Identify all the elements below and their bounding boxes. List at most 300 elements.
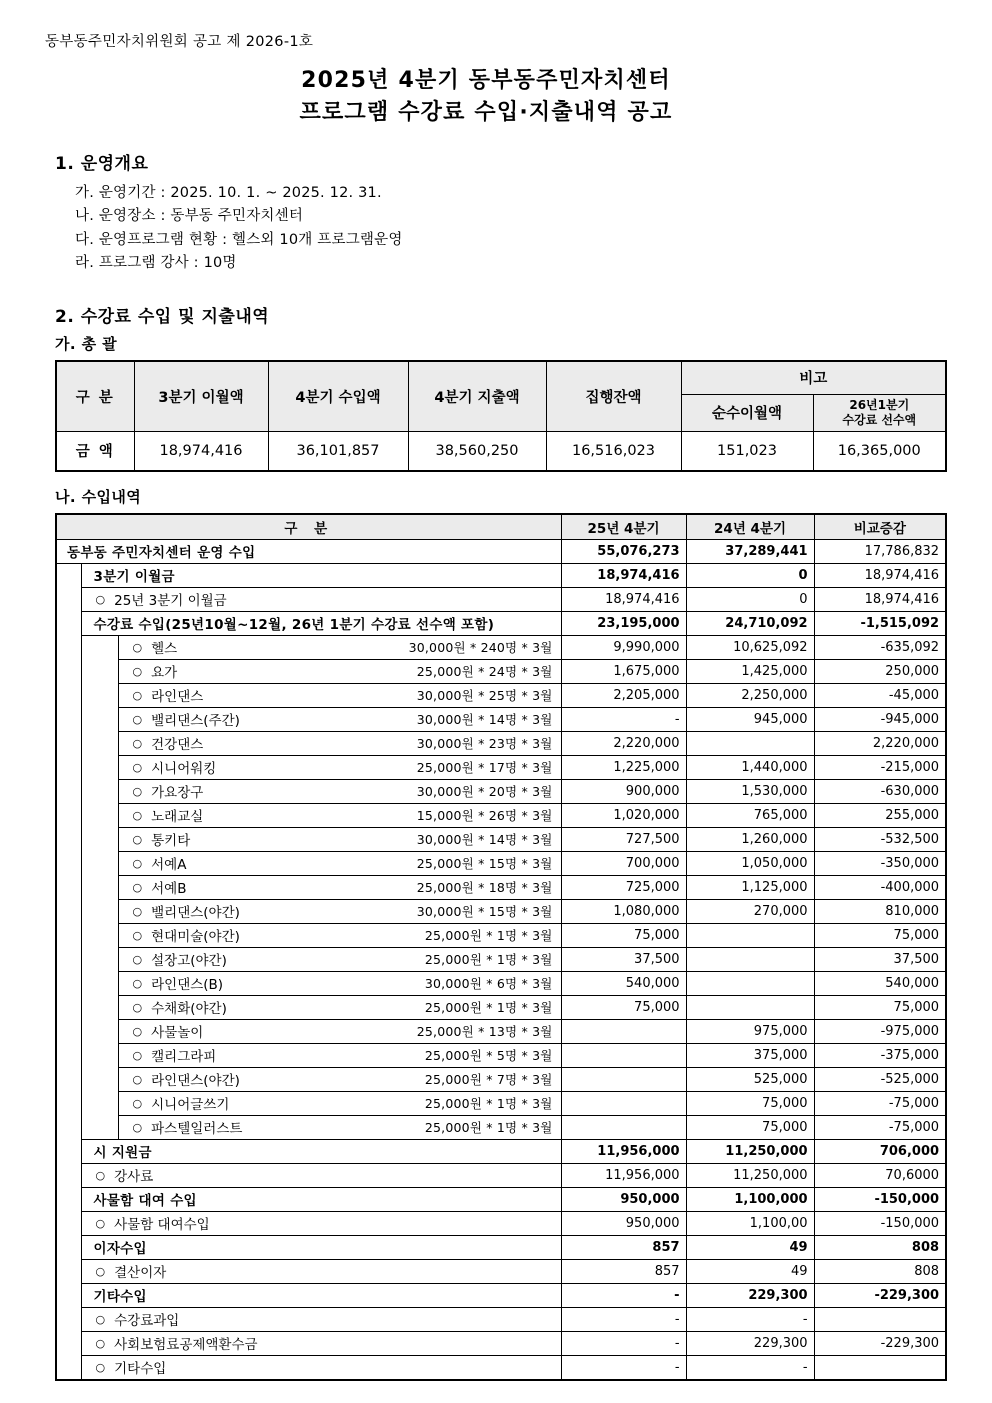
circle-bullet-icon: ○ (95, 1336, 106, 1350)
indent-gutter (81, 971, 118, 995)
row-label-wrapper (133, 756, 561, 779)
row-name-text: 밸리댄스(주간) (151, 713, 240, 730)
row-label-wrapper (133, 1020, 561, 1043)
table-row (56, 539, 946, 563)
row-label-wrapper (63, 540, 561, 563)
table-row (56, 659, 946, 683)
row-label-wrapper (133, 1092, 561, 1115)
detail-value-24q4: 1,260,000 (686, 827, 814, 851)
indent-gutter (56, 1115, 81, 1139)
row-name-text: 동부동 주민자치센터 운영 수입 (67, 545, 256, 562)
circle-bullet-icon: ○ (132, 976, 143, 990)
detail-row-label (118, 731, 561, 755)
detail-row-label (118, 707, 561, 731)
indent-gutter (56, 1307, 81, 1331)
detail-value-diff: 250,000 (814, 659, 946, 683)
detail-value-24q4: - (686, 1307, 814, 1331)
row-name-text: 가요장구 (151, 785, 204, 802)
program-fee-detail: 25,000원 * 15명 * 3월 (416, 856, 553, 872)
list-item: 가. 운영기간 : 2025. 10. 1. ~ 2025. 12. 31. (75, 184, 382, 201)
table-row (56, 803, 946, 827)
program-fee-detail: 30,000원 * 15명 * 3월 (416, 904, 553, 920)
indent-gutter (56, 803, 81, 827)
table-row (56, 611, 946, 635)
row-name-text: 수강료과입 (114, 1313, 180, 1330)
detail-value-25q4: 540,000 (561, 971, 686, 995)
detail-value-24q4: 1,440,000 (686, 755, 814, 779)
table-row (56, 1283, 946, 1307)
circle-bullet-icon: ○ (132, 1072, 143, 1086)
detail-value-diff: -525,000 (814, 1067, 946, 1091)
circle-bullet-icon: ○ (132, 760, 143, 774)
detail-value-25q4: - (561, 1355, 686, 1380)
row-label-wrapper (96, 1332, 561, 1355)
indent-gutter (81, 635, 118, 659)
detail-value-24q4: 0 (686, 563, 814, 587)
detail-row-label (118, 875, 561, 899)
detail-row-label (81, 611, 561, 635)
program-fee-detail: 25,000원 * 1명 * 3월 (424, 928, 553, 944)
circle-bullet-icon: ○ (132, 928, 143, 942)
detail-value-24q4: 375,000 (686, 1043, 814, 1067)
circle-bullet-icon: ○ (95, 1168, 106, 1182)
detail-value-25q4 (561, 1115, 686, 1139)
summary-col-prepaid (813, 394, 946, 431)
summary-row-label: 금 액 (56, 431, 134, 471)
table-row (56, 875, 946, 899)
detail-row-label (118, 971, 561, 995)
row-name-text: 설장고(야간) (151, 953, 227, 970)
indent-gutter (56, 875, 81, 899)
indent-gutter (56, 563, 81, 587)
detail-value-24q4 (686, 947, 814, 971)
detail-value-diff: 808 (814, 1235, 946, 1259)
table-row (56, 779, 946, 803)
indent-gutter (56, 755, 81, 779)
circle-bullet-icon: ○ (95, 1312, 106, 1326)
circle-bullet-icon: ○ (132, 1096, 143, 1110)
row-name-text: 라인댄스 (151, 689, 204, 706)
indent-gutter (81, 851, 118, 875)
detail-value-24q4: 11,250,000 (686, 1163, 814, 1187)
section-1-list (75, 182, 947, 276)
row-name-text: 사회보험료공제액환수금 (114, 1337, 258, 1354)
summary-col-q4-income: 4분기 수입액 (268, 361, 408, 432)
summary-value-q3-carryover: 18,974,416 (134, 431, 268, 471)
circle-bullet-icon: ○ (95, 592, 106, 606)
circle-bullet-icon: ○ (95, 1360, 106, 1374)
row-label-wrapper (96, 1308, 561, 1331)
circle-bullet-icon: ○ (95, 1264, 106, 1278)
table-row (56, 1115, 946, 1139)
circle-bullet-icon: ○ (132, 1120, 143, 1134)
row-name-text: 라인댄스(야간) (151, 1073, 240, 1090)
detail-value-diff: 706,000 (814, 1139, 946, 1163)
row-label-wrapper (90, 612, 561, 635)
indent-gutter (56, 635, 81, 659)
detail-value-25q4: 1,020,000 (561, 803, 686, 827)
section-2a-heading: 가. 총 괄 (55, 334, 118, 353)
indent-gutter (81, 1019, 118, 1043)
document-title-line2: 프로그램 수강료 수입·지출내역 공고 (299, 99, 673, 125)
row-label-wrapper (133, 852, 561, 875)
detail-value-24q4: 49 (686, 1235, 814, 1259)
detail-value-diff: -975,000 (814, 1019, 946, 1043)
table-row (56, 1091, 946, 1115)
table-row (56, 1019, 946, 1043)
indent-gutter (81, 683, 118, 707)
document-title-line1: 2025년 4분기 동부동주민자치센터 (301, 68, 671, 93)
indent-gutter (56, 851, 81, 875)
detail-value-25q4 (561, 1091, 686, 1115)
detail-value-25q4 (561, 1067, 686, 1091)
indent-gutter (81, 731, 118, 755)
detail-value-diff: 255,000 (814, 803, 946, 827)
detail-col-gubun: 구 분 (56, 514, 561, 540)
indent-gutter (81, 947, 118, 971)
detail-value-25q4: 1,225,000 (561, 755, 686, 779)
indent-gutter (56, 1043, 81, 1067)
circle-bullet-icon: ○ (132, 880, 143, 894)
detail-value-24q4: - (686, 1355, 814, 1380)
row-name-text: 결산이자 (114, 1265, 167, 1282)
table-row (56, 1139, 946, 1163)
detail-value-25q4: 18,974,416 (561, 563, 686, 587)
indent-gutter (56, 707, 81, 731)
row-label-wrapper (133, 972, 561, 995)
detail-value-diff: -945,000 (814, 707, 946, 731)
detail-row-label (118, 1067, 561, 1091)
summary-col-q4-expense: 4분기 지출액 (408, 361, 546, 432)
row-label-wrapper (133, 828, 561, 851)
detail-value-24q4: 525,000 (686, 1067, 814, 1091)
program-fee-detail: 25,000원 * 24명 * 3월 (416, 664, 553, 680)
detail-value-diff: -150,000 (814, 1187, 946, 1211)
detail-value-24q4: 75,000 (686, 1115, 814, 1139)
detail-row-label (81, 1355, 561, 1380)
row-label-wrapper (133, 1116, 561, 1139)
row-name-text: 요가 (151, 665, 178, 682)
detail-table-body (56, 539, 946, 1380)
indent-gutter (56, 1139, 81, 1163)
income-detail-table (55, 513, 947, 1381)
detail-row-label (118, 755, 561, 779)
detail-value-25q4: 11,956,000 (561, 1163, 686, 1187)
circle-bullet-icon: ○ (132, 712, 143, 726)
detail-value-24q4: 24,710,092 (686, 611, 814, 635)
indent-gutter (56, 683, 81, 707)
table-row (56, 731, 946, 755)
indent-gutter (56, 1187, 81, 1211)
program-fee-detail: 25,000원 * 13명 * 3월 (416, 1024, 553, 1040)
circle-bullet-icon: ○ (132, 904, 143, 918)
row-name-text: 서예A (151, 857, 187, 874)
summary-col-prepaid-line1: 26년1분기 (849, 397, 910, 412)
detail-header-row (56, 514, 946, 540)
detail-row-label (118, 947, 561, 971)
table-row (56, 1067, 946, 1091)
row-name-text: 기타수입 (114, 1361, 167, 1378)
detail-value-24q4: 49 (686, 1259, 814, 1283)
detail-value-diff: 75,000 (814, 923, 946, 947)
indent-gutter (56, 947, 81, 971)
detail-row-label (118, 1115, 561, 1139)
detail-value-25q4 (561, 1019, 686, 1043)
detail-value-25q4: 2,205,000 (561, 683, 686, 707)
indent-gutter (81, 1091, 118, 1115)
indent-gutter (81, 707, 118, 731)
detail-value-25q4: 9,990,000 (561, 635, 686, 659)
detail-value-24q4: 1,100,00 (686, 1211, 814, 1235)
row-name-text: 강사료 (114, 1169, 154, 1186)
table-row (56, 971, 946, 995)
detail-row-label (118, 683, 561, 707)
detail-value-24q4: 2,250,000 (686, 683, 814, 707)
row-label-wrapper (96, 1164, 561, 1187)
detail-value-25q4: 55,076,273 (561, 539, 686, 563)
detail-value-diff: -215,000 (814, 755, 946, 779)
indent-gutter (81, 1115, 118, 1139)
program-fee-detail: 25,000원 * 5명 * 3월 (424, 1048, 553, 1064)
table-row (56, 587, 946, 611)
indent-gutter (81, 659, 118, 683)
detail-value-25q4: 2,220,000 (561, 731, 686, 755)
row-label-wrapper (133, 636, 561, 659)
program-fee-detail: 30,000원 * 6명 * 3월 (424, 976, 553, 992)
indent-gutter (56, 1331, 81, 1355)
detail-row-label (81, 1187, 561, 1211)
indent-gutter (56, 899, 81, 923)
detail-value-25q4: 37,500 (561, 947, 686, 971)
detail-value-25q4: 857 (561, 1235, 686, 1259)
program-fee-detail: 30,000원 * 14명 * 3월 (416, 832, 553, 848)
detail-row-label (81, 1235, 561, 1259)
summary-value-balance: 16,516,023 (546, 431, 681, 471)
table-row (56, 683, 946, 707)
row-name-text: 3분기 이월금 (93, 569, 175, 586)
row-name-text: 수채화(야간) (151, 1001, 227, 1018)
table-row (56, 947, 946, 971)
table-row (56, 1355, 946, 1380)
detail-value-diff: -350,000 (814, 851, 946, 875)
detail-value-24q4: 10,625,092 (686, 635, 814, 659)
detail-value-diff: 18,974,416 (814, 563, 946, 587)
circle-bullet-icon: ○ (132, 736, 143, 750)
detail-value-25q4: 75,000 (561, 995, 686, 1019)
program-fee-detail: 25,000원 * 1명 * 3월 (424, 1120, 553, 1136)
row-label-wrapper (133, 1044, 561, 1067)
detail-row-label (118, 923, 561, 947)
row-name-text: 수강료 수입(25년10월~12월, 26년 1분기 수강료 선수액 포함) (93, 617, 495, 634)
detail-value-25q4: 857 (561, 1259, 686, 1283)
row-name-text: 현대미술(야간) (151, 929, 240, 946)
detail-value-25q4: - (561, 1331, 686, 1355)
detail-row-label (81, 587, 561, 611)
list-item: 라. 프로그램 강사 : 10명 (75, 255, 237, 272)
detail-value-25q4: 725,000 (561, 875, 686, 899)
summary-col-pure-carryover: 순수이월액 (681, 394, 813, 431)
table-row (56, 635, 946, 659)
summary-value-prepaid: 16,365,000 (813, 431, 946, 471)
detail-value-diff (814, 1307, 946, 1331)
row-label-wrapper (90, 1284, 561, 1307)
detail-value-diff: -150,000 (814, 1211, 946, 1235)
row-label-wrapper (90, 1188, 561, 1211)
detail-row-label (118, 995, 561, 1019)
row-label-wrapper (133, 900, 561, 923)
row-label-wrapper (133, 732, 561, 755)
row-label-wrapper (133, 684, 561, 707)
indent-gutter (56, 1355, 81, 1380)
detail-value-diff: 808 (814, 1259, 946, 1283)
indent-gutter (81, 899, 118, 923)
circle-bullet-icon: ○ (132, 856, 143, 870)
summary-value-pure-carryover: 151,023 (681, 431, 813, 471)
program-fee-detail: 30,000원 * 14명 * 3월 (416, 712, 553, 728)
row-name-text: 25년 3분기 이월금 (114, 593, 227, 610)
program-fee-detail: 25,000원 * 1명 * 3월 (424, 952, 553, 968)
row-label-wrapper (133, 660, 561, 683)
detail-value-diff: 540,000 (814, 971, 946, 995)
summary-col-prepaid-line2: 수강료 선수액 (842, 412, 917, 427)
program-fee-detail: 30,000원 * 23명 * 3월 (416, 736, 553, 752)
summary-table (55, 360, 947, 472)
detail-row-label (81, 1259, 561, 1283)
detail-value-diff: -45,000 (814, 683, 946, 707)
indent-gutter (81, 803, 118, 827)
detail-row-label (81, 1307, 561, 1331)
row-label-wrapper (96, 1212, 561, 1235)
table-row (56, 827, 946, 851)
row-label-wrapper (133, 876, 561, 899)
indent-gutter (56, 779, 81, 803)
detail-row-label (118, 827, 561, 851)
detail-col-24q4: 24년 4분기 (686, 514, 814, 540)
indent-gutter (56, 923, 81, 947)
summary-col-gubun: 구 분 (56, 361, 134, 432)
detail-value-diff: 37,500 (814, 947, 946, 971)
row-name-text: 이자수입 (93, 1241, 147, 1258)
detail-value-24q4: 1,050,000 (686, 851, 814, 875)
detail-value-25q4: 1,675,000 (561, 659, 686, 683)
detail-row-label (81, 1139, 561, 1163)
detail-row-label (81, 1163, 561, 1187)
row-name-text: 시니어워킹 (151, 761, 217, 778)
detail-value-25q4: 900,000 (561, 779, 686, 803)
detail-value-24q4: 75,000 (686, 1091, 814, 1115)
detail-value-diff: -229,300 (814, 1283, 946, 1307)
indent-gutter (56, 1067, 81, 1091)
detail-value-24q4 (686, 731, 814, 755)
summary-col-remarks: 비고 (681, 361, 946, 395)
circle-bullet-icon: ○ (132, 808, 143, 822)
circle-bullet-icon: ○ (132, 832, 143, 846)
program-fee-detail: 25,000원 * 1명 * 3월 (424, 1096, 553, 1112)
circle-bullet-icon: ○ (132, 784, 143, 798)
table-row (56, 755, 946, 779)
detail-value-24q4 (686, 995, 814, 1019)
program-fee-detail: 30,000원 * 240명 * 3월 (408, 640, 553, 656)
circle-bullet-icon: ○ (132, 664, 143, 678)
table-row (56, 1163, 946, 1187)
indent-gutter (81, 827, 118, 851)
row-label-wrapper (90, 1140, 561, 1163)
detail-row-label (118, 659, 561, 683)
indent-gutter (56, 1283, 81, 1307)
detail-value-25q4: 700,000 (561, 851, 686, 875)
detail-row-label (81, 563, 561, 587)
detail-value-25q4 (561, 1043, 686, 1067)
detail-value-25q4: 727,500 (561, 827, 686, 851)
row-label-wrapper (133, 1068, 561, 1091)
row-name-text: 시 지원금 (93, 1145, 152, 1162)
indent-gutter (56, 1211, 81, 1235)
program-fee-detail: 25,000원 * 17명 * 3월 (416, 760, 553, 776)
table-row (56, 1211, 946, 1235)
row-label-wrapper (133, 996, 561, 1019)
indent-gutter (81, 923, 118, 947)
table-row (56, 1307, 946, 1331)
row-label-wrapper (133, 948, 561, 971)
detail-value-25q4: 23,195,000 (561, 611, 686, 635)
row-name-text: 사물함 대여수입 (114, 1217, 210, 1234)
row-name-text: 기타수입 (93, 1289, 147, 1306)
summary-value-q4-expense: 38,560,250 (408, 431, 546, 471)
detail-value-24q4: 945,000 (686, 707, 814, 731)
row-name-text: 밸리댄스(야간) (151, 905, 240, 922)
detail-value-diff: 810,000 (814, 899, 946, 923)
indent-gutter (56, 995, 81, 1019)
indent-gutter (56, 1259, 81, 1283)
section-2b-heading: 나. 수입내역 (55, 487, 142, 506)
detail-value-24q4 (686, 923, 814, 947)
section-1-heading: 1. 운영개요 (55, 153, 149, 174)
summary-col-q3-carryover: 3분기 이월액 (134, 361, 268, 432)
row-name-text: 노래교실 (151, 809, 204, 826)
detail-row-label (118, 899, 561, 923)
detail-value-24q4: 765,000 (686, 803, 814, 827)
detail-value-24q4: 11,250,000 (686, 1139, 814, 1163)
detail-value-diff: 18,974,416 (814, 587, 946, 611)
row-name-text: 시니어글쓰기 (151, 1097, 230, 1114)
detail-value-diff: -75,000 (814, 1115, 946, 1139)
detail-value-25q4: - (561, 1283, 686, 1307)
table-row (56, 899, 946, 923)
program-fee-detail: 15,000원 * 26명 * 3월 (416, 808, 553, 824)
detail-value-diff: -229,300 (814, 1331, 946, 1355)
summary-value-q4-income: 36,101,857 (268, 431, 408, 471)
table-row (56, 1259, 946, 1283)
indent-gutter (56, 1019, 81, 1043)
section-2-heading: 2. 수강료 수입 및 지출내역 (55, 306, 270, 327)
detail-value-24q4: 1,530,000 (686, 779, 814, 803)
detail-value-24q4: 229,300 (686, 1283, 814, 1307)
row-name-text: 파스텔일러스트 (151, 1121, 243, 1138)
detail-row-label (81, 1331, 561, 1355)
program-fee-detail: 25,000원 * 1명 * 3월 (424, 1000, 553, 1016)
indent-gutter (56, 1235, 81, 1259)
indent-gutter (56, 827, 81, 851)
detail-value-diff: -1,515,092 (814, 611, 946, 635)
detail-value-diff: 75,000 (814, 995, 946, 1019)
detail-row-label (118, 803, 561, 827)
detail-row-label (118, 635, 561, 659)
row-name-text: 헬스 (151, 641, 178, 658)
detail-value-diff: -400,000 (814, 875, 946, 899)
indent-gutter (56, 1091, 81, 1115)
indent-gutter (81, 875, 118, 899)
table-row (56, 707, 946, 731)
